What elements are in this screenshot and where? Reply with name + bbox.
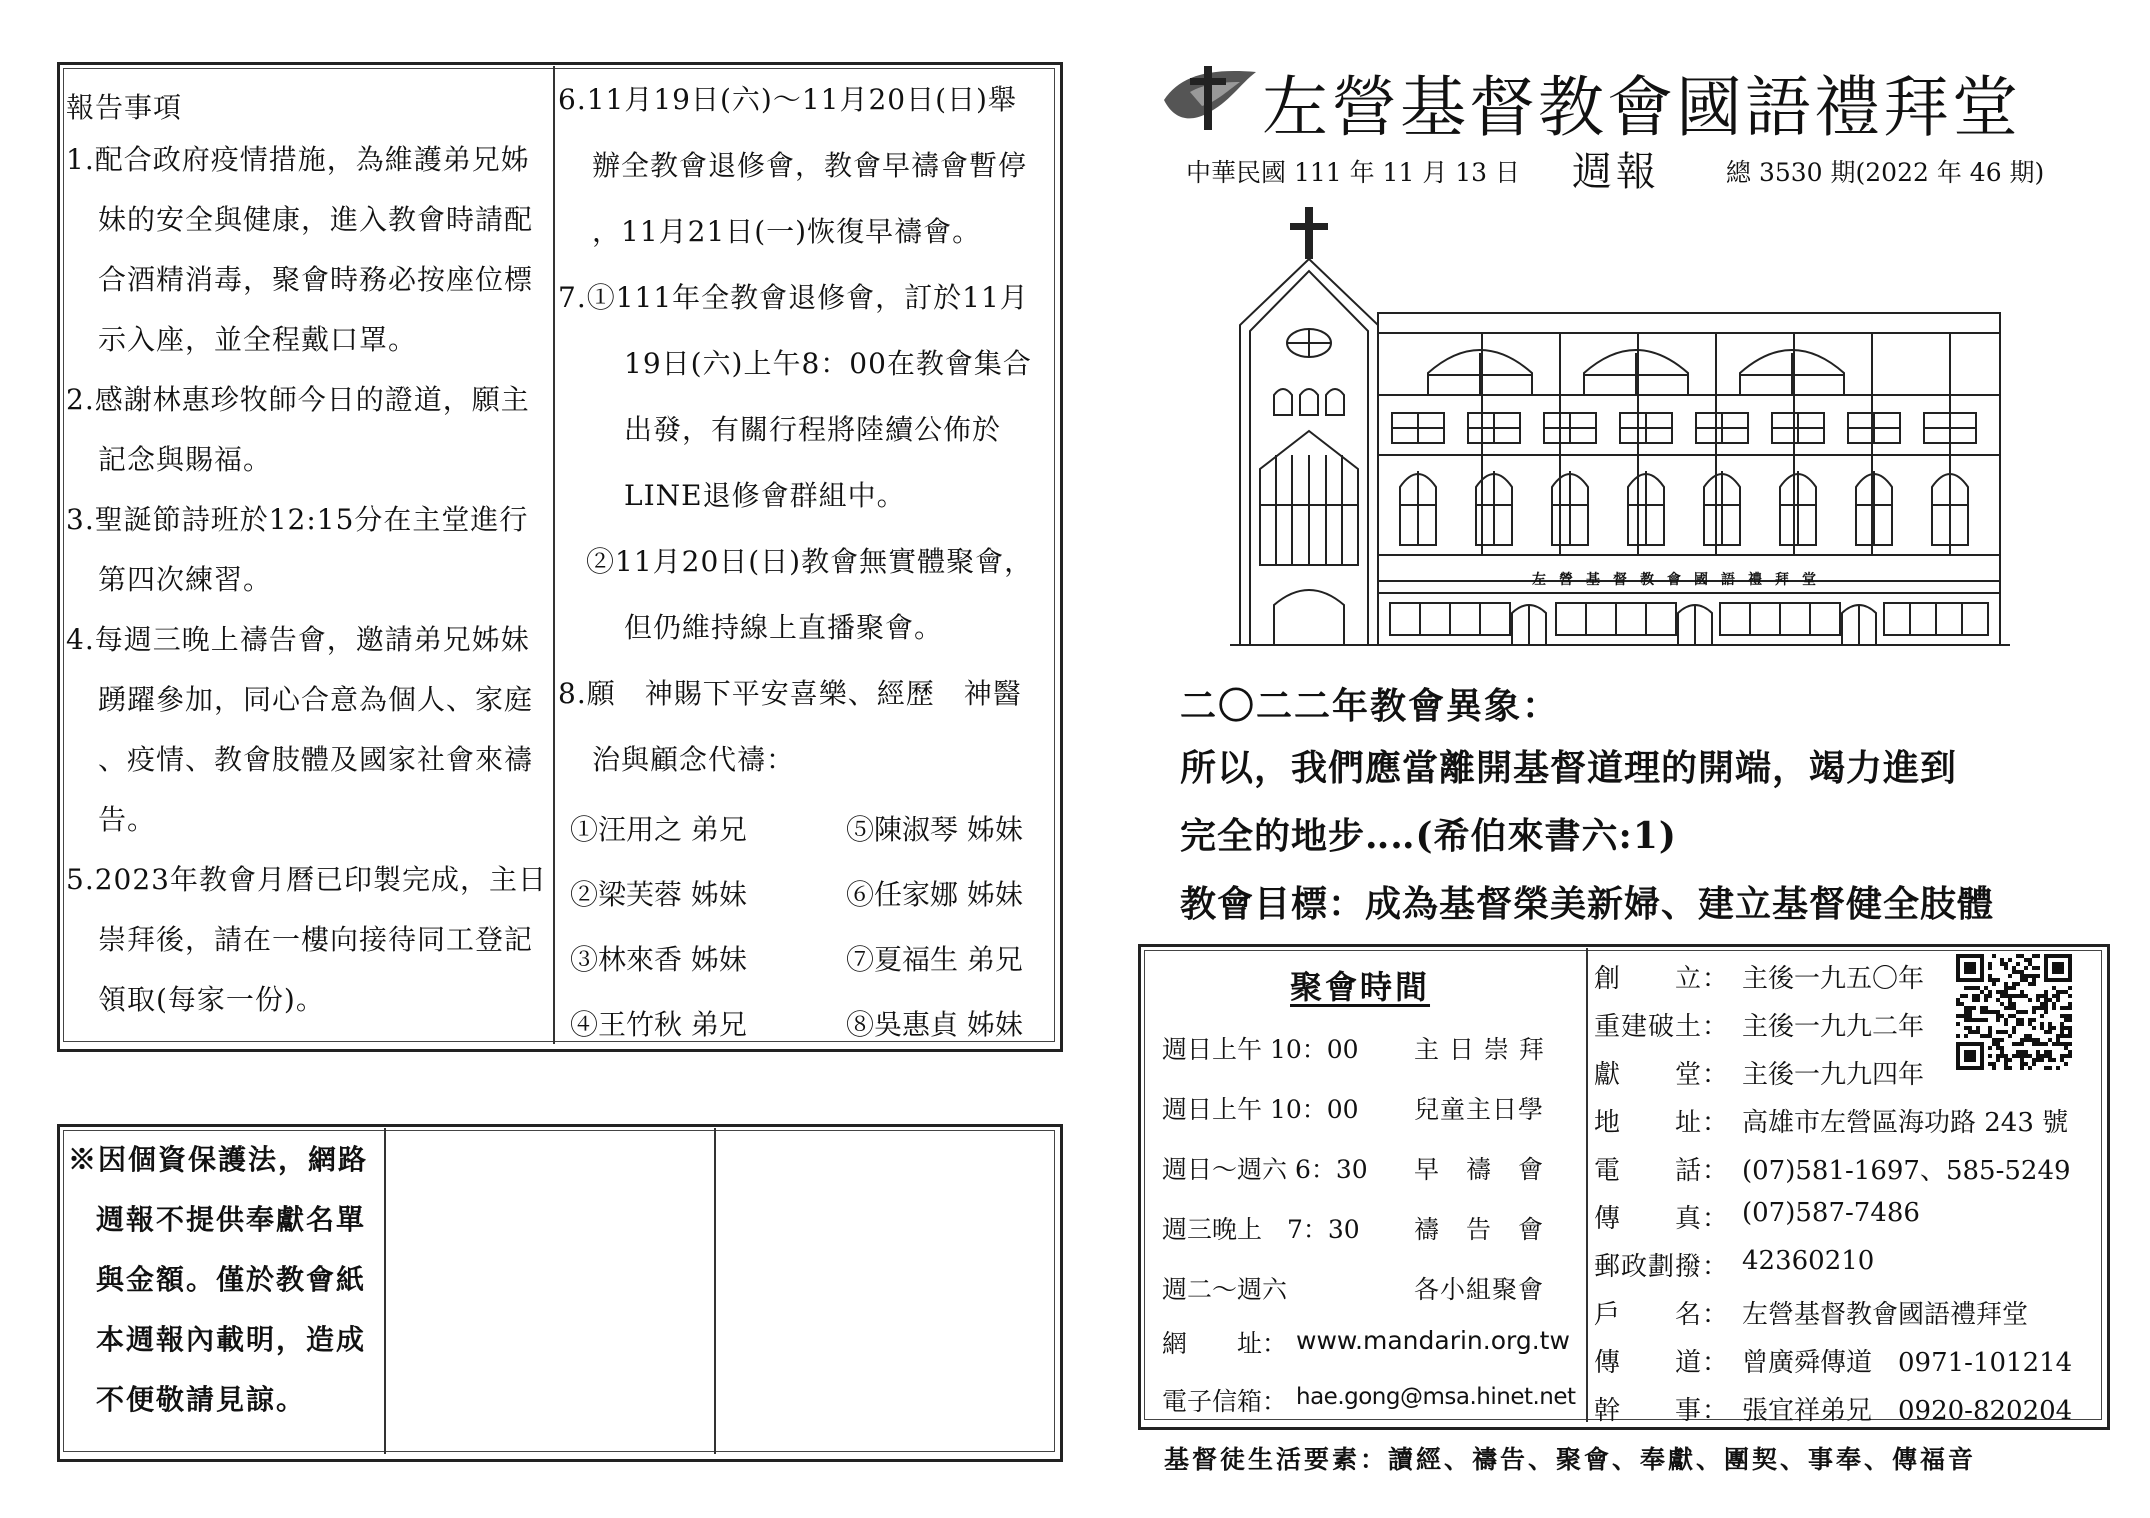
- announcement-line: 1.配合政府疫情措施，為維護弟兄姊: [66, 143, 530, 176]
- prayer-name: ⑥任家娜 姊妹: [846, 878, 1023, 911]
- vision-verse-line-2: 完全的地步‥‥(希伯來書六:1): [1180, 815, 1677, 857]
- announcement-line: 5.2023年教會月曆已印製完成，主日: [66, 863, 547, 896]
- announcement-line: 6.11月19日(六)～11月20日(日)舉: [558, 83, 1017, 116]
- info-value: 42360210: [1742, 1246, 1875, 1276]
- meeting-time: 週三晚上 7：30: [1162, 1215, 1360, 1244]
- privacy-line: 不便敬請見諒。: [96, 1383, 307, 1416]
- announcement-line: 合酒精消毒，聚會時務必按座位標: [98, 263, 534, 296]
- announcement-line: ②11月20日(日)教會無實體聚會，: [586, 545, 1034, 578]
- prayer-name: ④王竹秋 弟兄: [570, 1008, 747, 1041]
- info-label: 創 立：: [1594, 964, 1730, 994]
- prayer-name: ③林來香 姊妹: [570, 943, 747, 976]
- info-label: 郵政劃撥：: [1594, 1252, 1730, 1282]
- bulletin-title: 週報: [1572, 149, 1660, 195]
- church-building-illustration: [1230, 205, 2010, 665]
- announcement-line: 4.每週三晚上禱告會，邀請弟兄姊妹: [66, 623, 530, 656]
- announcement-line: 2.感謝林惠珍牧師今日的證道，願主: [66, 383, 530, 416]
- info-value: 主後一九九四年: [1742, 1060, 1925, 1090]
- announcement-line: 示入座，並全程戴口罩。: [98, 323, 418, 356]
- meeting-name: 早 禱 會: [1414, 1155, 1545, 1184]
- prayer-name: ⑧吳惠貞 姊妹: [846, 1008, 1023, 1041]
- privacy-line: 週報不提供奉獻名單: [96, 1203, 367, 1236]
- meeting-name: 兒童主日學: [1414, 1095, 1545, 1124]
- info-label: 傳 道：: [1594, 1348, 1730, 1378]
- info-label: 傳 真：: [1594, 1204, 1730, 1234]
- meeting-time: 週日上午 10：00: [1162, 1095, 1359, 1124]
- announcement-line: 7.①111年全教會退修會，訂於11月: [558, 281, 1029, 314]
- vision-title: 二〇二二年教會異象：: [1180, 685, 1561, 727]
- meeting-time: 週日上午 10：00: [1162, 1035, 1359, 1064]
- announcement-line: 出發，有關行程將陸續公佈於: [624, 413, 1002, 446]
- announcement-divider: [553, 66, 555, 1044]
- announcement-line: 踴躍參加，同心合意為個人、家庭: [98, 683, 534, 716]
- announcement-line: LINE退修會群組中。: [624, 479, 906, 512]
- privacy-divider-1: [384, 1128, 386, 1454]
- bulletin-date: 中華民國 111 年 11 月 13 日: [1186, 158, 1521, 187]
- info-label: 獻 堂：: [1594, 1060, 1730, 1090]
- info-label: 地 址：: [1594, 1108, 1730, 1138]
- info-value: 主後一九九二年: [1742, 1012, 1925, 1042]
- church-goal: 教會目標：成為基督榮美新婦、建立基督健全肢體: [1180, 883, 1995, 925]
- prayer-name: ②梁芙蓉 姊妹: [570, 878, 747, 911]
- announcement-line: 妹的安全與健康，進入教會時請配: [98, 203, 534, 236]
- info-value: 張宜祥弟兄 0920-820204: [1742, 1396, 2073, 1426]
- meeting-time: 週日～週六 6：30: [1162, 1155, 1368, 1184]
- meeting-name: 禱 告 會: [1414, 1215, 1545, 1244]
- qr-code: [1956, 954, 2072, 1070]
- privacy-divider-2: [714, 1128, 716, 1454]
- meeting-name: 各小組聚會: [1414, 1275, 1545, 1304]
- announcement-heading: 報告事項: [66, 91, 183, 124]
- church-logo: [1160, 62, 1260, 132]
- meeting-times-title: 聚會時間: [1290, 968, 1431, 1006]
- announcement-line: 19日(六)上午8：00在教會集合: [624, 347, 1032, 380]
- info-label: 重建破土：: [1594, 1012, 1730, 1042]
- announcement-line: 崇拜後，請在一樓向接待同工登記: [98, 923, 534, 956]
- info-value: 主後一九五〇年: [1742, 964, 1925, 994]
- privacy-line: 本週報內載明，造成: [96, 1323, 367, 1356]
- meeting-time: 週二～週六: [1162, 1275, 1288, 1304]
- website-link[interactable]: www.mandarin.org.tw: [1296, 1326, 1570, 1355]
- announcement-line: 治與顧念代禱：: [592, 743, 796, 776]
- info-value: 高雄市左營區海功路 243 號: [1742, 1108, 2069, 1138]
- bulletin-issue: 總 3530 期(2022 年 46 期): [1726, 158, 2045, 187]
- announcement-line: 、疫情、教會肢體及國家社會來禱: [98, 743, 534, 776]
- announcement-line: 辦全教會退修會，教會早禱會暫停: [592, 149, 1028, 182]
- building-sign-text: 左營基督教會國語禮拜堂: [1532, 572, 1829, 588]
- website-label: 網 址：: [1162, 1329, 1288, 1358]
- church-name: 左營基督教會國語禮拜堂: [1262, 69, 2021, 146]
- announcement-line: 但仍維持線上直播聚會。: [624, 611, 944, 644]
- vision-verse-line-1: 所以，我們應當離開基督道理的開端，竭力進到: [1180, 747, 1958, 789]
- announcement-line: ，11月21日(一)恢復早禱會。: [592, 215, 982, 248]
- announcement-line: 第四次練習。: [98, 563, 273, 596]
- info-value: 曾廣舜傳道 0971-101214: [1742, 1348, 2073, 1378]
- prayer-name: ⑤陳淑琴 姊妹: [846, 813, 1023, 846]
- announcement-line: 8.願 神賜下平安喜樂、經歷 神醫: [558, 677, 1022, 710]
- meeting-name: 主 日 崇 拜: [1414, 1035, 1545, 1064]
- privacy-line: ※因個資保護法，網路: [68, 1143, 369, 1176]
- info-label: 戶 名：: [1594, 1300, 1730, 1330]
- prayer-name: ①汪用之 弟兄: [570, 813, 747, 846]
- info-label: 電 話：: [1594, 1156, 1730, 1186]
- announcement-line: 3.聖誕節詩班於12:15分在主堂進行: [66, 503, 529, 536]
- announcement-line: 記念與賜福。: [98, 443, 273, 476]
- info-value: (07)581-1697、585-5249: [1742, 1156, 2071, 1186]
- info-label: 幹 事：: [1594, 1396, 1730, 1426]
- info-value: 左營基督教會國語禮拜堂: [1742, 1300, 2029, 1330]
- info-value: (07)587-7486: [1742, 1198, 1920, 1228]
- prayer-name: ⑦夏福生 弟兄: [846, 943, 1023, 976]
- meeting-info-divider: [1586, 948, 1588, 1422]
- announcement-line: 告。: [98, 803, 157, 836]
- email-link[interactable]: hae.gong@msa.hinet.net: [1296, 1384, 1576, 1410]
- christian-life-footer: 基督徒生活要素：讀經、禱告、聚會、奉獻、團契、事奉、傳福音: [1164, 1445, 1977, 1474]
- announcement-line: 領取(每家一份)。: [98, 983, 325, 1016]
- privacy-line: 與金額。僅於教會紙: [96, 1263, 367, 1296]
- email-label: 電子信箱：: [1162, 1387, 1288, 1416]
